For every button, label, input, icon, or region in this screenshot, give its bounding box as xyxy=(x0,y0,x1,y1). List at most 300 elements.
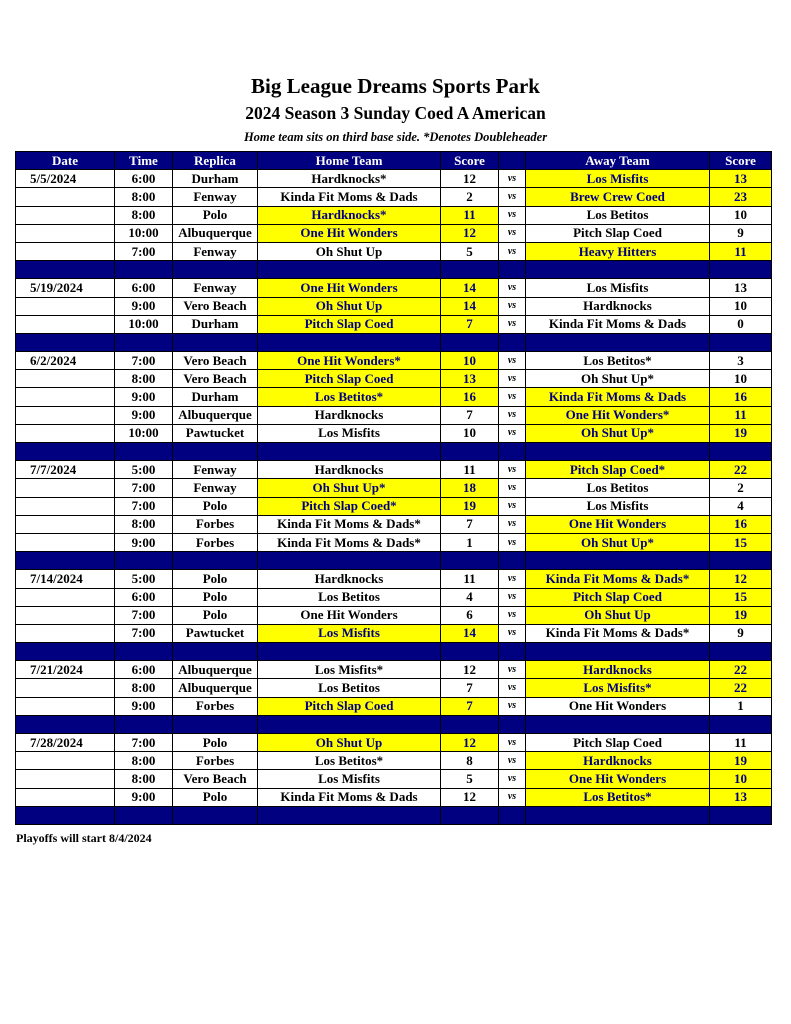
separator-cell xyxy=(258,552,441,570)
away-score: 22 xyxy=(710,661,772,679)
vs-label: vs xyxy=(499,297,526,315)
game-date xyxy=(16,533,115,551)
away-score: 3 xyxy=(710,352,772,370)
replica-field: Fenway xyxy=(173,461,258,479)
separator-cell xyxy=(499,806,526,824)
home-score: 6 xyxy=(441,606,499,624)
separator-cell xyxy=(16,806,115,824)
game-row xyxy=(16,461,772,479)
col-time: Time xyxy=(115,152,173,170)
game-date xyxy=(16,752,115,770)
home-score: 7 xyxy=(441,315,499,333)
away-score: 9 xyxy=(710,624,772,642)
away-score: 22 xyxy=(710,461,772,479)
separator-cell xyxy=(441,806,499,824)
away-team: Los Betitos xyxy=(526,206,710,224)
separator-cell xyxy=(499,261,526,279)
game-row xyxy=(16,697,772,715)
game-time: 8:00 xyxy=(115,188,173,206)
home-team: Pitch Slap Coed xyxy=(258,370,441,388)
game-time: 6:00 xyxy=(115,170,173,188)
vs-label: vs xyxy=(499,188,526,206)
away-score: 10 xyxy=(710,770,772,788)
home-team: Los Betitos xyxy=(258,679,441,697)
game-date xyxy=(16,388,115,406)
separator-cell xyxy=(173,552,258,570)
col-date: Date xyxy=(16,152,115,170)
separator-cell xyxy=(115,261,173,279)
vs-label: vs xyxy=(499,279,526,297)
game-row xyxy=(16,370,772,388)
away-score: 19 xyxy=(710,424,772,442)
home-team: Los Misfits xyxy=(258,770,441,788)
replica-field: Vero Beach xyxy=(173,370,258,388)
game-time: 5:00 xyxy=(115,570,173,588)
game-time: 9:00 xyxy=(115,388,173,406)
separator-cell xyxy=(526,552,710,570)
home-score: 7 xyxy=(441,515,499,533)
away-score: 13 xyxy=(710,788,772,806)
separator-cell xyxy=(258,443,441,461)
home-team: Hardknocks xyxy=(258,570,441,588)
game-date xyxy=(16,788,115,806)
game-time: 7:00 xyxy=(115,242,173,260)
game-row xyxy=(16,752,772,770)
away-score: 15 xyxy=(710,588,772,606)
away-score: 0 xyxy=(710,315,772,333)
home-team: One Hit Wonders xyxy=(258,606,441,624)
separator-cell xyxy=(526,261,710,279)
game-time: 9:00 xyxy=(115,533,173,551)
away-team: One Hit Wonders* xyxy=(526,406,710,424)
replica-field: Albuquerque xyxy=(173,661,258,679)
home-score: 14 xyxy=(441,624,499,642)
away-team: Los Misfits xyxy=(526,170,710,188)
separator-cell xyxy=(499,643,526,661)
home-team: Pitch Slap Coed* xyxy=(258,497,441,515)
home-score: 16 xyxy=(441,388,499,406)
replica-field: Fenway xyxy=(173,188,258,206)
replica-field: Forbes xyxy=(173,533,258,551)
home-team: Los Betitos xyxy=(258,588,441,606)
game-date xyxy=(16,242,115,260)
vs-label: vs xyxy=(499,406,526,424)
game-row xyxy=(16,570,772,588)
separator-cell xyxy=(499,552,526,570)
home-team: Hardknocks xyxy=(258,461,441,479)
separator-cell xyxy=(258,806,441,824)
away-team: Los Betitos xyxy=(526,479,710,497)
vs-label: vs xyxy=(499,679,526,697)
away-team: Kinda Fit Moms & Dads* xyxy=(526,624,710,642)
separator-cell xyxy=(115,715,173,733)
replica-field: Vero Beach xyxy=(173,297,258,315)
separator-cell xyxy=(710,715,772,733)
game-date xyxy=(16,297,115,315)
date-separator xyxy=(16,261,772,279)
home-score: 7 xyxy=(441,679,499,697)
away-team: Los Misfits* xyxy=(526,679,710,697)
vs-label: vs xyxy=(499,352,526,370)
vs-label: vs xyxy=(499,479,526,497)
away-team: Oh Shut Up* xyxy=(526,370,710,388)
game-row xyxy=(16,170,772,188)
away-score: 11 xyxy=(710,406,772,424)
away-score: 12 xyxy=(710,570,772,588)
game-date xyxy=(16,624,115,642)
vs-label: vs xyxy=(499,170,526,188)
game-time: 10:00 xyxy=(115,315,173,333)
separator-cell xyxy=(115,806,173,824)
game-time: 7:00 xyxy=(115,479,173,497)
date-separator xyxy=(16,333,772,351)
separator-cell xyxy=(16,715,115,733)
away-team: One Hit Wonders xyxy=(526,770,710,788)
separator-cell xyxy=(441,715,499,733)
away-team: Los Misfits xyxy=(526,279,710,297)
home-score: 11 xyxy=(441,461,499,479)
vs-label: vs xyxy=(499,570,526,588)
vs-label: vs xyxy=(499,515,526,533)
game-time: 6:00 xyxy=(115,588,173,606)
home-team: Hardknocks* xyxy=(258,206,441,224)
separator-cell xyxy=(258,261,441,279)
date-separator xyxy=(16,806,772,824)
game-time: 8:00 xyxy=(115,370,173,388)
game-time: 8:00 xyxy=(115,515,173,533)
away-team: Oh Shut Up* xyxy=(526,533,710,551)
separator-cell xyxy=(115,552,173,570)
replica-field: Albuquerque xyxy=(173,224,258,242)
separator-cell xyxy=(258,715,441,733)
home-score: 14 xyxy=(441,297,499,315)
game-row xyxy=(16,588,772,606)
replica-field: Pawtucket xyxy=(173,624,258,642)
replica-field: Vero Beach xyxy=(173,352,258,370)
game-time: 10:00 xyxy=(115,424,173,442)
separator-cell xyxy=(16,333,115,351)
home-score: 12 xyxy=(441,788,499,806)
replica-field: Forbes xyxy=(173,697,258,715)
home-team: One Hit Wonders xyxy=(258,224,441,242)
page-title: Big League Dreams Sports Park xyxy=(251,74,540,98)
vs-label: vs xyxy=(499,242,526,260)
vs-label: vs xyxy=(499,588,526,606)
game-row xyxy=(16,661,772,679)
home-team: Oh Shut Up xyxy=(258,297,441,315)
separator-cell xyxy=(526,443,710,461)
separator-cell xyxy=(710,552,772,570)
home-team: Oh Shut Up xyxy=(258,734,441,752)
replica-field: Forbes xyxy=(173,752,258,770)
home-team: One Hit Wonders xyxy=(258,279,441,297)
game-row xyxy=(16,424,772,442)
game-date xyxy=(16,406,115,424)
game-time: 7:00 xyxy=(115,352,173,370)
away-score: 4 xyxy=(710,497,772,515)
date-separator xyxy=(16,552,772,570)
home-score: 19 xyxy=(441,497,499,515)
game-row xyxy=(16,388,772,406)
separator-cell xyxy=(526,806,710,824)
home-score: 4 xyxy=(441,588,499,606)
home-team: Hardknocks xyxy=(258,406,441,424)
home-team: Los Misfits xyxy=(258,424,441,442)
replica-field: Polo xyxy=(173,570,258,588)
vs-label: vs xyxy=(499,752,526,770)
separator-cell xyxy=(16,643,115,661)
home-team: Oh Shut Up xyxy=(258,242,441,260)
home-score: 12 xyxy=(441,224,499,242)
away-team: Brew Crew Coed xyxy=(526,188,710,206)
separator-cell xyxy=(526,333,710,351)
replica-field: Forbes xyxy=(173,515,258,533)
game-row xyxy=(16,242,772,260)
away-team: Hardknocks xyxy=(526,297,710,315)
home-team: Los Betitos* xyxy=(258,388,441,406)
away-team: Pitch Slap Coed xyxy=(526,588,710,606)
replica-field: Durham xyxy=(173,315,258,333)
replica-field: Albuquerque xyxy=(173,679,258,697)
home-score: 18 xyxy=(441,479,499,497)
away-score: 13 xyxy=(710,279,772,297)
away-score: 19 xyxy=(710,606,772,624)
home-score: 1 xyxy=(441,533,499,551)
home-score: 11 xyxy=(441,570,499,588)
game-date xyxy=(16,497,115,515)
game-time: 6:00 xyxy=(115,279,173,297)
home-team: Kinda Fit Moms & Dads xyxy=(258,788,441,806)
game-row xyxy=(16,224,772,242)
separator-cell xyxy=(499,715,526,733)
replica-field: Durham xyxy=(173,388,258,406)
separator-cell xyxy=(441,333,499,351)
game-row xyxy=(16,679,772,697)
away-team: One Hit Wonders xyxy=(526,697,710,715)
away-score: 11 xyxy=(710,734,772,752)
vs-label: vs xyxy=(499,624,526,642)
game-time: 8:00 xyxy=(115,679,173,697)
replica-field: Polo xyxy=(173,497,258,515)
home-team: Oh Shut Up* xyxy=(258,479,441,497)
game-date xyxy=(16,770,115,788)
replica-field: Polo xyxy=(173,734,258,752)
away-team: Kinda Fit Moms & Dads* xyxy=(526,570,710,588)
separator-cell xyxy=(710,643,772,661)
away-score: 22 xyxy=(710,679,772,697)
game-row xyxy=(16,479,772,497)
home-score: 13 xyxy=(441,370,499,388)
vs-label: vs xyxy=(499,224,526,242)
away-team: Oh Shut Up* xyxy=(526,424,710,442)
game-date: 5/5/2024 xyxy=(16,170,115,188)
game-time: 8:00 xyxy=(115,206,173,224)
away-team: Kinda Fit Moms & Dads xyxy=(526,388,710,406)
away-team: Heavy Hitters xyxy=(526,242,710,260)
game-row xyxy=(16,606,772,624)
playoffs-note: Playoffs will start 8/4/2024 xyxy=(16,831,152,845)
away-team: Hardknocks xyxy=(526,752,710,770)
game-row xyxy=(16,515,772,533)
game-date: 7/14/2024 xyxy=(16,570,115,588)
home-score: 7 xyxy=(441,406,499,424)
game-row xyxy=(16,206,772,224)
replica-field: Pawtucket xyxy=(173,424,258,442)
game-row xyxy=(16,297,772,315)
page-subtitle: 2024 Season 3 Sunday Coed A American xyxy=(245,103,546,123)
separator-cell xyxy=(499,333,526,351)
home-team: Kinda Fit Moms & Dads* xyxy=(258,533,441,551)
col-replica: Replica xyxy=(173,152,258,170)
separator-cell xyxy=(499,443,526,461)
home-team: Los Betitos* xyxy=(258,752,441,770)
game-row xyxy=(16,406,772,424)
vs-label: vs xyxy=(499,734,526,752)
away-score: 13 xyxy=(710,170,772,188)
away-team: Pitch Slap Coed xyxy=(526,224,710,242)
game-date xyxy=(16,424,115,442)
game-time: 9:00 xyxy=(115,697,173,715)
game-time: 5:00 xyxy=(115,461,173,479)
home-team: Pitch Slap Coed xyxy=(258,697,441,715)
away-team: Los Betitos* xyxy=(526,788,710,806)
home-score: 5 xyxy=(441,770,499,788)
col-away-team: Away Team xyxy=(526,152,710,170)
vs-label: vs xyxy=(499,388,526,406)
home-score: 7 xyxy=(441,697,499,715)
vs-label: vs xyxy=(499,206,526,224)
away-score: 1 xyxy=(710,697,772,715)
replica-field: Polo xyxy=(173,788,258,806)
separator-cell xyxy=(258,333,441,351)
vs-label: vs xyxy=(499,661,526,679)
home-score: 14 xyxy=(441,279,499,297)
away-score: 16 xyxy=(710,515,772,533)
home-team: One Hit Wonders* xyxy=(258,352,441,370)
game-row xyxy=(16,188,772,206)
game-time: 8:00 xyxy=(115,752,173,770)
separator-cell xyxy=(526,715,710,733)
vs-label: vs xyxy=(499,370,526,388)
separator-cell xyxy=(441,443,499,461)
header-row xyxy=(16,152,772,170)
game-row xyxy=(16,352,772,370)
separator-cell xyxy=(441,643,499,661)
home-score: 10 xyxy=(441,424,499,442)
game-date: 6/2/2024 xyxy=(16,352,115,370)
game-row xyxy=(16,788,772,806)
game-time: 7:00 xyxy=(115,734,173,752)
away-team: One Hit Wonders xyxy=(526,515,710,533)
replica-field: Fenway xyxy=(173,479,258,497)
separator-cell xyxy=(115,443,173,461)
game-time: 7:00 xyxy=(115,497,173,515)
game-date xyxy=(16,479,115,497)
schedule-body xyxy=(16,170,772,825)
replica-field: Fenway xyxy=(173,242,258,260)
separator-cell xyxy=(173,643,258,661)
away-score: 10 xyxy=(710,297,772,315)
game-row xyxy=(16,533,772,551)
home-score: 11 xyxy=(441,206,499,224)
date-separator xyxy=(16,715,772,733)
away-score: 10 xyxy=(710,206,772,224)
game-time: 7:00 xyxy=(115,606,173,624)
away-score: 11 xyxy=(710,242,772,260)
home-score: 12 xyxy=(441,170,499,188)
separator-cell xyxy=(173,261,258,279)
game-time: 10:00 xyxy=(115,224,173,242)
away-team: Kinda Fit Moms & Dads xyxy=(526,315,710,333)
separator-cell xyxy=(173,806,258,824)
col-vs xyxy=(499,152,526,170)
separator-cell xyxy=(16,443,115,461)
home-score: 12 xyxy=(441,661,499,679)
home-team: Los Misfits* xyxy=(258,661,441,679)
game-date: 7/7/2024 xyxy=(16,461,115,479)
away-score: 23 xyxy=(710,188,772,206)
separator-cell xyxy=(710,443,772,461)
vs-label: vs xyxy=(499,461,526,479)
away-score: 2 xyxy=(710,479,772,497)
game-row xyxy=(16,770,772,788)
away-score: 19 xyxy=(710,752,772,770)
game-date: 7/28/2024 xyxy=(16,734,115,752)
game-time: 6:00 xyxy=(115,661,173,679)
vs-label: vs xyxy=(499,315,526,333)
game-time: 7:00 xyxy=(115,624,173,642)
date-separator xyxy=(16,443,772,461)
replica-field: Vero Beach xyxy=(173,770,258,788)
game-time: 9:00 xyxy=(115,406,173,424)
date-separator xyxy=(16,643,772,661)
separator-cell xyxy=(16,552,115,570)
game-date xyxy=(16,206,115,224)
away-team: Pitch Slap Coed* xyxy=(526,461,710,479)
game-date: 5/19/2024 xyxy=(16,279,115,297)
away-team: Los Betitos* xyxy=(526,352,710,370)
home-team: Pitch Slap Coed xyxy=(258,315,441,333)
home-score: 8 xyxy=(441,752,499,770)
schedule-note: Home team sits on third base side. *Denotes Doubleheader xyxy=(243,130,548,144)
col-home-score: Score xyxy=(441,152,499,170)
vs-label: vs xyxy=(499,533,526,551)
game-time: 9:00 xyxy=(115,788,173,806)
vs-label: vs xyxy=(499,497,526,515)
replica-field: Durham xyxy=(173,170,258,188)
col-home-team: Home Team xyxy=(258,152,441,170)
away-score: 15 xyxy=(710,533,772,551)
replica-field: Fenway xyxy=(173,279,258,297)
game-date xyxy=(16,315,115,333)
vs-label: vs xyxy=(499,697,526,715)
away-score: 9 xyxy=(710,224,772,242)
replica-field: Polo xyxy=(173,606,258,624)
away-score: 16 xyxy=(710,388,772,406)
game-row xyxy=(16,315,772,333)
game-date xyxy=(16,606,115,624)
away-score: 10 xyxy=(710,370,772,388)
home-score: 2 xyxy=(441,188,499,206)
home-team: Kinda Fit Moms & Dads* xyxy=(258,515,441,533)
away-team: Pitch Slap Coed xyxy=(526,734,710,752)
game-time: 8:00 xyxy=(115,770,173,788)
separator-cell xyxy=(115,333,173,351)
home-score: 12 xyxy=(441,734,499,752)
col-away-score: Score xyxy=(710,152,772,170)
game-date xyxy=(16,188,115,206)
vs-label: vs xyxy=(499,770,526,788)
